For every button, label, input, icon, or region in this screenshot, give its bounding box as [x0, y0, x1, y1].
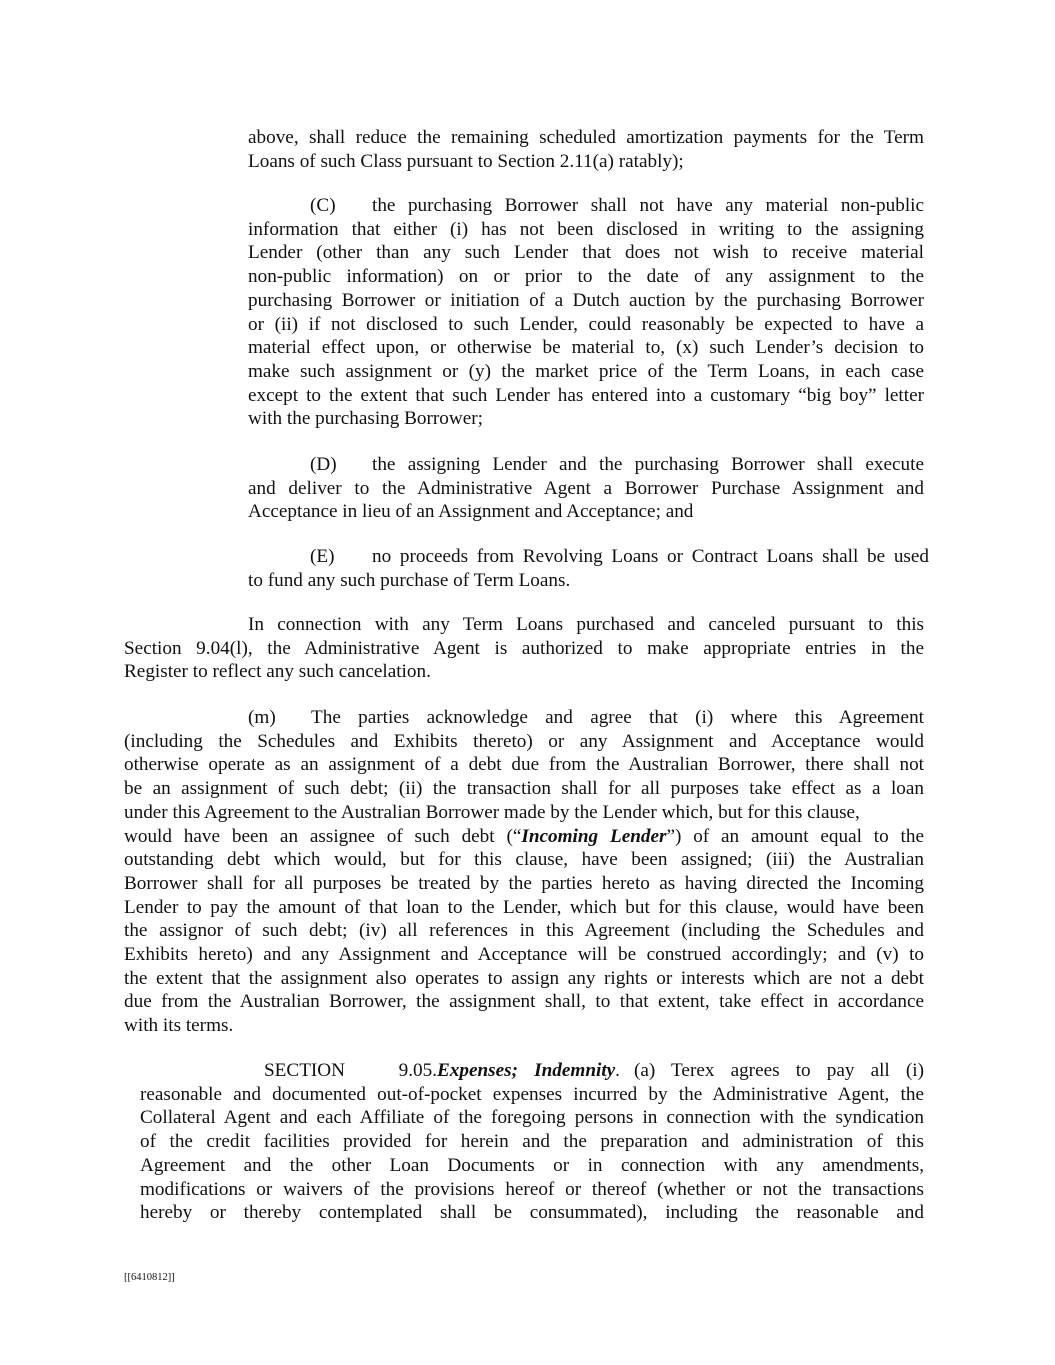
text-line: Collateral Agent and each Affiliate of the foregoing persons in connection with the syndication [140, 1107, 924, 1129]
text-line: non-public information) on or prior to the date of any assignment to the [248, 266, 924, 288]
section-number: SECTION 9.05. [264, 1060, 437, 1081]
clause-d-label: (D) [310, 454, 337, 475]
cancelation-first-line: In connection with any Term Loans purchased and canceled pursuant to this [248, 614, 924, 635]
text-line: outstanding debt which would, but for this clause, have been assigned; (iii) the Australian [124, 849, 924, 871]
document-id-footer: [[6410812]] [124, 1272, 175, 1283]
text-line: Exhibits hereto) and any Assignment and Acceptance will be construed accordingly; and (v) to [124, 944, 924, 966]
clause-c-label: (C) [310, 195, 336, 216]
text-line: material effect upon, or otherwise be material to, (x) such Lender’s decision to [248, 337, 924, 359]
text-line: the extent that the assignment also operates to assign any rights or interests which are not a debt [124, 967, 924, 989]
text-line: Agreement and the other Loan Documents or in connection with any amendments, [140, 1154, 924, 1176]
section-9-05 [140, 1059, 924, 1225]
text-line: with the purchasing Borrower; [248, 408, 483, 430]
text-line: make such assignment or (y) the market price of the Term Loans, in each case [248, 360, 924, 382]
clause-c-first-line [248, 194, 924, 218]
text-line: information that either (i) has not been disclosed in writing to the assigning [248, 218, 924, 240]
text-line: hereby or thereby contemplated shall be consummated), including the reasonable and [140, 1202, 924, 1224]
text-line: above, shall reduce the remaining scheduled amortization payments for the Term [248, 127, 924, 148]
text-line: and deliver to the Administrative Agent a Borrower Purchase Assignment and [248, 477, 924, 499]
text-line: purchasing Borrower or initiation of a Dutch auction by the purchasing Borrower [248, 289, 924, 311]
clause-d-first-text: the assigning Lender and the purchasing Borrower shall execute [372, 454, 924, 475]
text-line: the assignor of such debt; (iv) all references in this Agreement (including the Schedules and [124, 920, 924, 942]
clause-c [248, 194, 924, 431]
text-line: otherwise operate as an assignment of a debt due from the Australian Borrower, there shall not [124, 754, 924, 776]
cancelation-paragraph [124, 613, 924, 684]
clause-m-label: (m) [248, 707, 276, 728]
clause-m-first-text: The parties acknowledge and agree that (i) where this Agreement [311, 707, 924, 728]
text-line: due from the Australian Borrower, the assignment shall, to that extent, take effect in accordance [124, 991, 924, 1013]
text-line: reasonable and documented out-of-pocket expenses incurred by the Administrative Agent, the [140, 1083, 924, 1105]
clause-e [248, 545, 929, 592]
clause-m-first-line [124, 706, 924, 730]
text-line: Acceptance in lieu of an Assignment and Acceptance; and [248, 501, 694, 523]
text-line: except to the extent that such Lender has entered into a customary “big boy” letter [248, 384, 924, 406]
clause-e-first-text: no proceeds from Revolving Loans or Contract Loans shall be used [372, 546, 929, 567]
clause-d [248, 453, 924, 524]
section-9-05-first-line: SECTION 9.05.Expenses; Indemnity. (a) Terex agrees to pay all (i) [264, 1060, 924, 1081]
clause-e-label: (E) [310, 546, 335, 567]
text-line: or (ii) if not disclosed to such Lender, could reasonably be expected to have a [248, 313, 924, 335]
defined-term-incoming-lender: Incoming Lender [521, 825, 667, 847]
text-line: of the credit facilities provided for herein and the preparation and administration of this [140, 1131, 924, 1153]
section-heading: Expenses; Indemnity [437, 1060, 616, 1081]
clause-d-first-line [248, 453, 924, 477]
text-line: under this Agreement to the Australian Borrower made by the Lender which, but for this clause, [124, 801, 860, 823]
clause-e-first-line [248, 545, 929, 569]
text-line: Section 9.04(l), the Administrative Agent is authorized to make appropriate entries in the [124, 637, 924, 659]
text-line: with its terms. [124, 1015, 234, 1037]
text-line: Lender (other than any such Lender that does not wish to receive material [248, 242, 924, 264]
clause-c-first-text: the purchasing Borrower shall not have any material non-public [372, 195, 924, 216]
text-line: be an assignment of such debt; (ii) the transaction shall for all purposes take effect as a loan [124, 778, 924, 800]
incoming-lender-line: would have been an assignee of such debt (“Incoming Lender”) of an amount equal to the [124, 825, 924, 847]
text-line: Register to reflect any such cancelation. [124, 661, 431, 683]
text-line: (including the Schedules and Exhibits thereto) or any Assignment and Acceptance would [124, 730, 924, 752]
paragraph-continuation [248, 126, 924, 173]
text-line: Lender to pay the amount of that loan to the Lender, which but for this clause, would have been [124, 896, 924, 918]
clause-m [124, 706, 924, 1038]
text-line: to fund any such purchase of Term Loans. [248, 569, 571, 591]
text-line: Loans of such Class pursuant to Section 2.11(a) ratably); [248, 150, 684, 172]
text-line: Borrower shall for all purposes be treated by the parties hereto as having directed the Incoming [124, 872, 924, 894]
text-line: modifications or waivers of the provisions hereof or thereof (whether or not the transactions [140, 1178, 924, 1200]
